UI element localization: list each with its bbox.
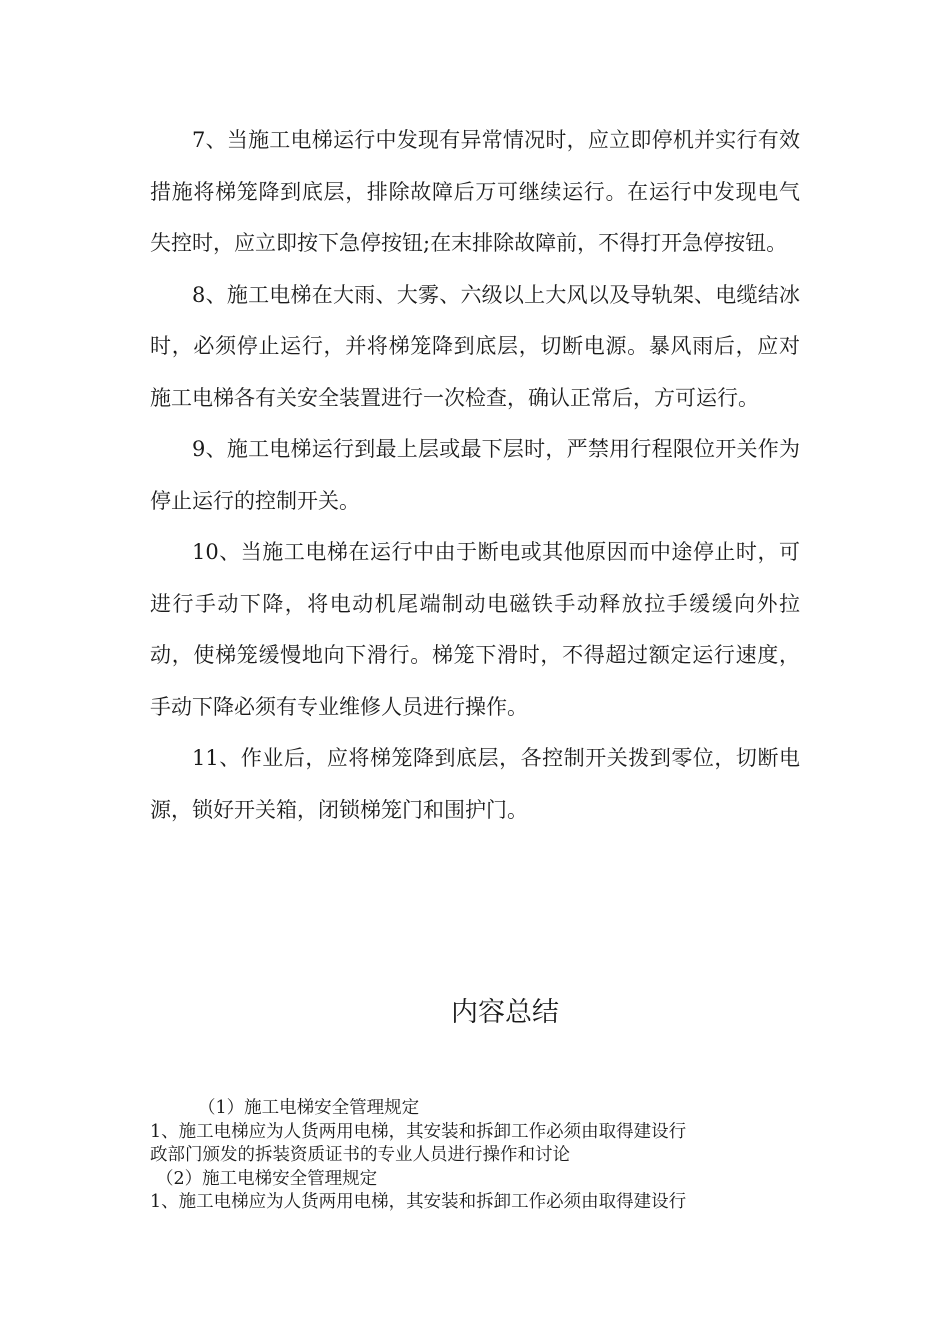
body-text [150, 115, 800, 836]
summary-heading-2: （2）施工电梯安全管理规定 [156, 1168, 378, 1189]
paragraph-10: 10、当施工电梯在运行中由于断电或其他原因而中途停止时，可进行手动下降，将电动机尾端制动电磁铁手动释放拉手缓缓向外拉动，使梯笼缓慢地向下滑行。梯笼下滑时，不得超过额定运行速度，手动下降必须有专业维修人员进行操作。 [150, 540, 800, 719]
paragraph-8: 8、施工电梯在大雨、大雾、六级以上大风以及导轨架、电缆结冰时，必须停止运行，并将梯笼降到底层，切断电源。暴风雨后，应对施工电梯各有关安全装置进行一次检查，确认正常后，方可运行。 [150, 282, 800, 410]
summary-item-1-line-2: 政部门颁发的拆装资质证书的专业人员进行操作和讨论 [150, 1145, 570, 1165]
summary-title: 内容总结 [451, 997, 559, 1028]
summary-heading-1: （1）施工电梯安全管理规定 [198, 1098, 420, 1118]
summary-item-2-line-1: 1、施工电梯应为人货两用电梯，其安装和拆卸工作必须由取得建设行 [150, 1192, 687, 1212]
paragraph-7: 7、当施工电梯运行中发现有异常情况时，应立即停机并实行有效措施将梯笼降到底层，排除故障后万可继续运行。在运行中发现电气失控时，应立即按下急停按钮;在末排除故障前，不得打开急停按钮。 [150, 128, 800, 255]
summary-item-1-line-1: 1、施工电梯应为人货两用电梯，其安装和拆卸工作必须由取得建设行 [150, 1121, 687, 1142]
summary-section [150, 1097, 800, 1215]
paragraph-9: 9、施工电梯运行到最上层或最下层时，严禁用行程限位开关作为停止运行的控制开关。 [150, 437, 800, 513]
paragraph-11: 11、作业后，应将梯笼降到底层，各控制开关拨到零位，切断电源，锁好开关箱，闭锁梯笼门和围护门。 [150, 746, 800, 822]
